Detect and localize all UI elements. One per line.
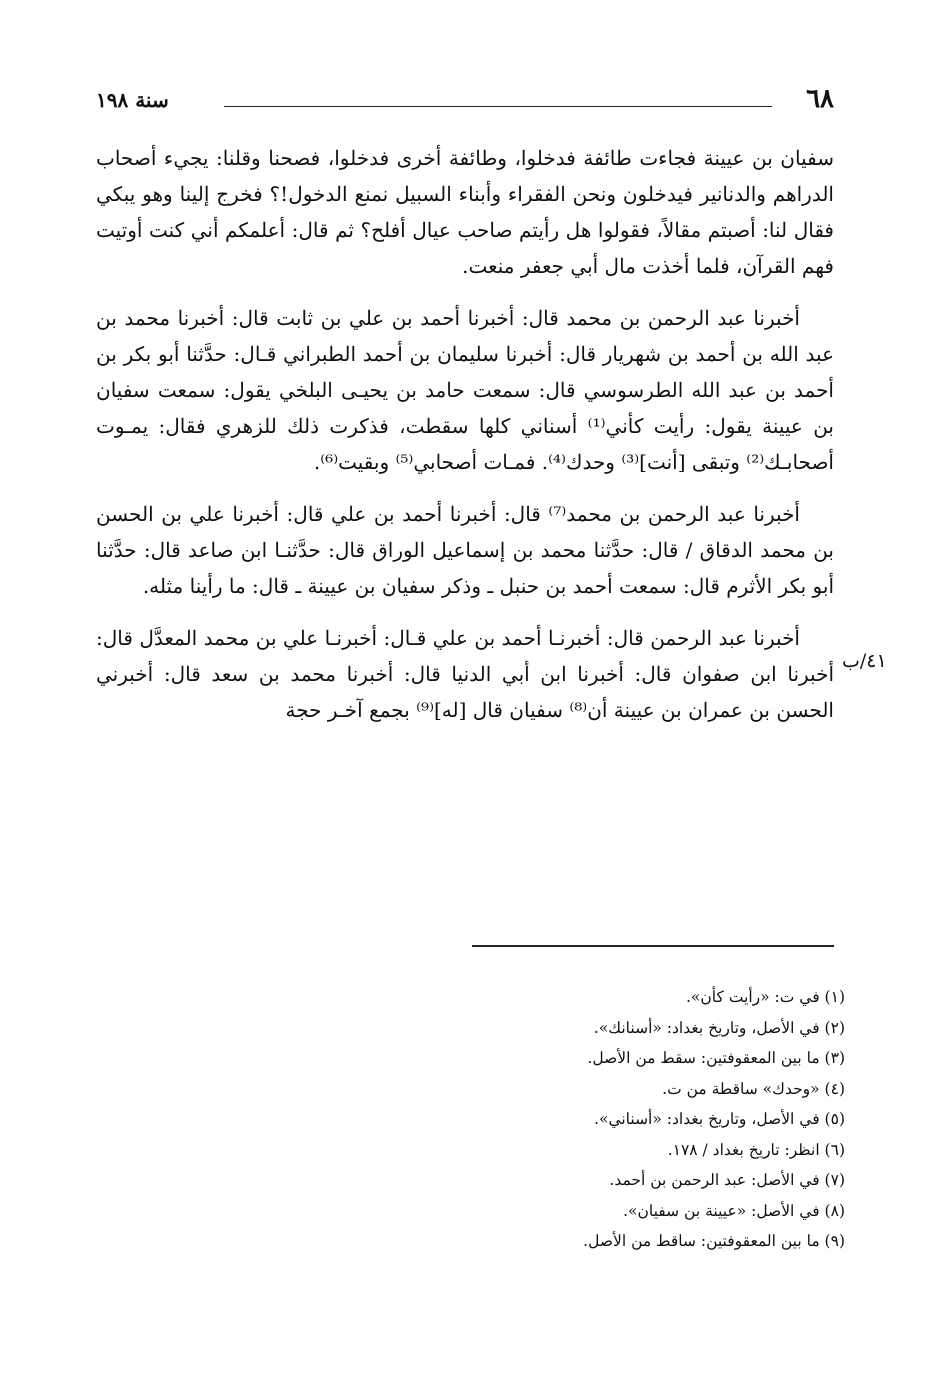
footnote-9: (٩) ما بين المعقوفتين: ساقط من الأصل. [583, 1232, 845, 1250]
paragraph-1: سفيان بن عيينة فجاءت طائفة فدخلوا، وطائفة أخرى فدخلوا، فصحنا وقلنا: يجيء أصحاب الدراهم والدنانير فيدخلون ونحن الفقراء وأبناء السبيل نمنع الدخول!؟ فخرج إلينا وهو يبكي فقال لنا: أصبتم مقالاً، فقولوا هل رأيتم صاحب عيال أفلح؟ ثم قال: أعلمكم أني كنت أوتيت فهم القرآن، فلما أخذت مال أبي جعفر منعت. [96, 146, 834, 278]
footnote-8: (٨) في الأصل: «عيينة بن سفيان». [623, 1201, 845, 1220]
header-rule [224, 106, 772, 107]
main-text [96, 140, 834, 744]
footnote-5: (٥) في الأصل، وتاريخ بغداد: «أسناني». [594, 1110, 845, 1128]
footnote-4: (٤) «وحدك» ساقطة من ت. [662, 1079, 845, 1098]
paragraph-3: أخبرنا عبد الرحمن بن محمد⁽⁷⁾ قال: أخبرنا أحمد بن علي قال: أخبرنا علي بن الحسن بن محمد الدقاق / قال: حدَّثنا محمد بن إسماعيل الوراق قال: حدَّثنـا ابن صاعد قال: حدَّثنا أبو بكر الأثرم قال: سمعت أحمد بن حنبل ـ وذكر سفيان بن عيينة ـ قال: ما رأينا مثله. [96, 502, 834, 598]
footnote-7: (٧) في الأصل: عبد الرحمن بن أحمد. [609, 1171, 845, 1189]
footnote-3: (٣) ما بين المعقوفتين: سقط من الأصل. [587, 1049, 845, 1067]
paragraph-4: أخبرنا عبد الرحمن قال: أخبرنـا أحمد بن علي قـال: أخبرنـا علي بن محمد المعدَّل قال: أخبرنا ابن صفوان قال: أخبرنا ابن أبي الدنيا قال: أخبرنا محمد بن سعد قال: أخبرني الحسن بن عمران بن عيينة أن⁽⁸⁾ سفيان قال [له]⁽⁹⁾ بجمع آخـر حجة [96, 626, 834, 722]
footnote-1: (١) في ت: «رأيت كأن». [686, 988, 845, 1006]
running-head: سنة ١٩٨ [96, 88, 169, 112]
page-header [96, 86, 834, 120]
page-number: ٦٨ [806, 84, 834, 114]
manuscript-folio-note: ٤١/ب [842, 650, 887, 672]
footnote-separator [472, 945, 834, 947]
footnotes-list [245, 982, 845, 1257]
footnote-6: (٦) انظر: تاريخ بغداد / ١٧٨. [667, 1140, 845, 1159]
footnote-2: (٢) في الأصل، وتاريخ بغداد: «أسنانك». [593, 1018, 845, 1037]
paragraph-2: أخبرنا عبد الرحمن بن محمد قال: أخبرنا أحمد بن علي بن ثابت قال: أخبرنا محمد بن عبد الله بن أحمد بن شهريار قال: أخبرنا سليمان بن أحمد الطبراني قـال: حدَّثنا أبو بكر بن أحمد بن عبد الله الطرسوسي قال: سمعت حامد بن يحيـى البلخي يقول: سمعت سفيان بن عيينة يقول: رأيت كأني⁽¹⁾ أسناني كلها سقطت، فذكرت ذلك للزهري فقال: يمـوت أصحابـك⁽²⁾ وتبقى [أنت]⁽³⁾ وحدك⁽⁴⁾. فمـات أصحابي⁽⁵⁾ وبقيت⁽⁶⁾. [96, 306, 834, 474]
